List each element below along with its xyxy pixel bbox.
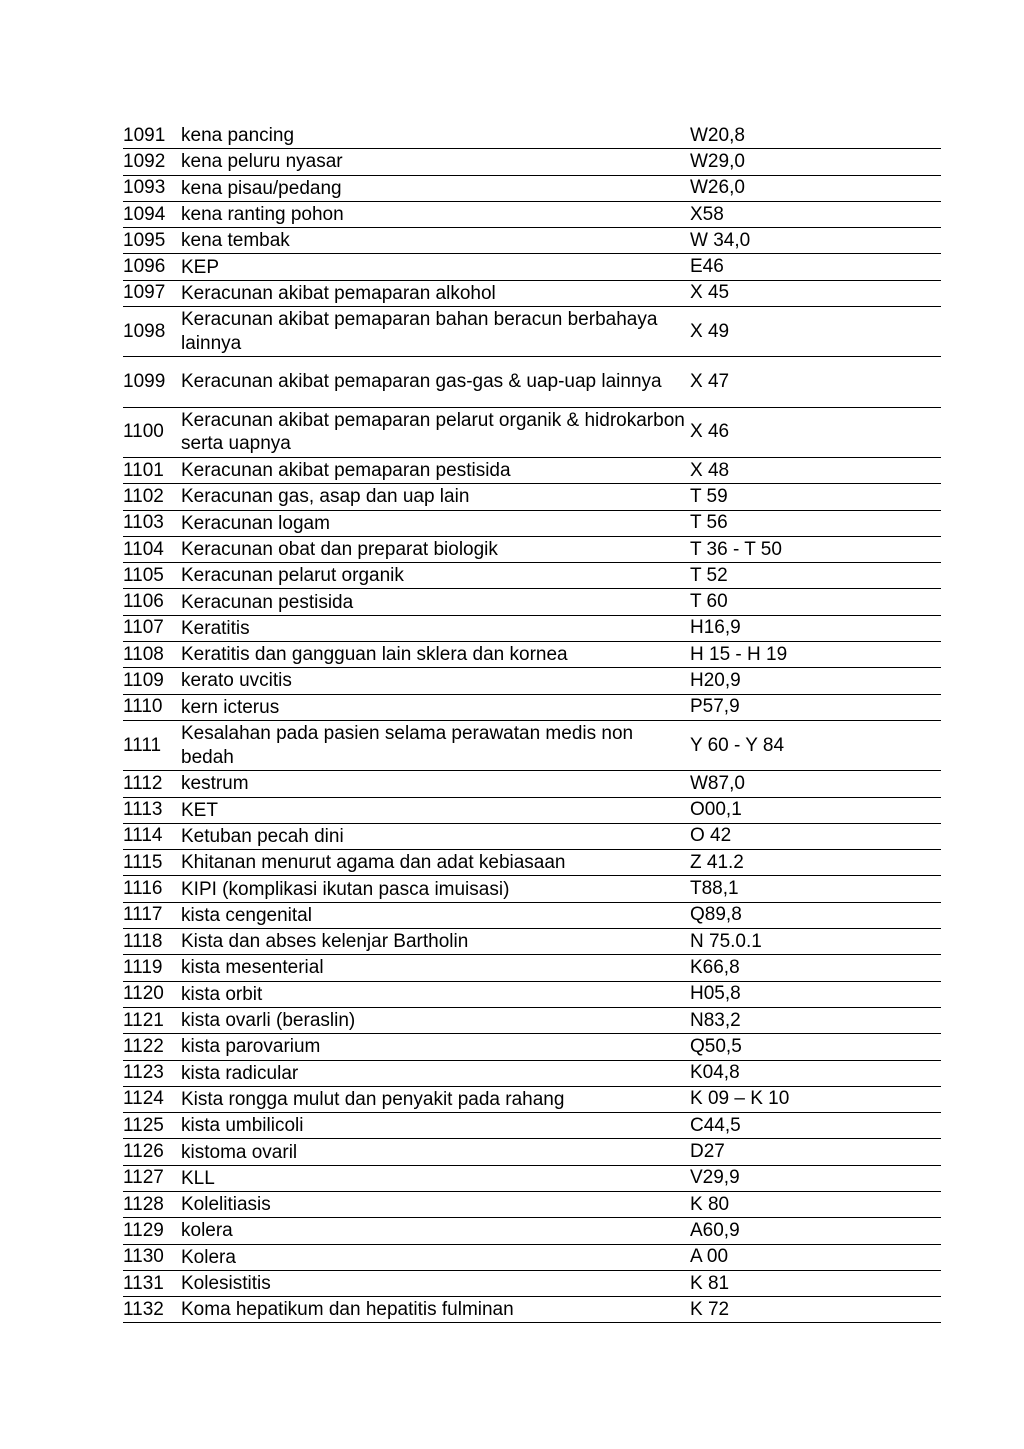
diagnosis-name: kena ranting pohon [179, 202, 690, 228]
row-number: 1106 [123, 589, 179, 615]
table-row [123, 721, 941, 771]
row-number: 1114 [123, 824, 179, 850]
table-row [123, 202, 941, 228]
table-row [123, 982, 941, 1008]
diagnosis-name: KET [179, 798, 690, 824]
table-row [123, 850, 941, 876]
diagnosis-name: Keracunan obat dan preparat biologik [179, 537, 690, 563]
diagnosis-name: kern icterus [179, 695, 690, 721]
diagnosis-name: kista umbilicoli [179, 1113, 690, 1139]
table-row [123, 1008, 941, 1034]
row-number: 1128 [123, 1192, 179, 1218]
row-number: 1102 [123, 484, 179, 510]
icd-code: H 15 - H 19 [690, 642, 941, 668]
row-number: 1105 [123, 563, 179, 589]
row-number: 1107 [123, 616, 179, 642]
diagnosis-name: kista orbit [179, 982, 690, 1008]
icd-code: H20,9 [690, 668, 941, 694]
diagnosis-name: kena tembak [179, 228, 690, 254]
row-number: 1100 [123, 408, 179, 458]
table-row [123, 1271, 941, 1297]
diagnosis-name: kena pancing [179, 123, 690, 149]
icd-code: T 59 [690, 484, 941, 510]
row-number: 1104 [123, 537, 179, 563]
table-row [123, 1139, 941, 1165]
table-row [123, 1113, 941, 1139]
table-row [123, 876, 941, 902]
row-number: 1097 [123, 281, 179, 307]
icd-code: Z 41.2 [690, 850, 941, 876]
diagnosis-name: kistoma ovaril [179, 1139, 690, 1165]
diagnosis-name: KIPI (komplikasi ikutan pasca imuisasi) [179, 876, 690, 902]
diagnosis-name: Keracunan akibat pemaparan bahan beracun berbahaya lainnya [179, 307, 690, 357]
table-row [123, 589, 941, 615]
icd-code: H16,9 [690, 616, 941, 642]
diagnosis-name: Kolesistitis [179, 1271, 690, 1297]
row-number: 1094 [123, 202, 179, 228]
table-row [123, 563, 941, 589]
icd-code: X 46 [690, 408, 941, 458]
icd-code: O00,1 [690, 798, 941, 824]
icd-code: K04,8 [690, 1061, 941, 1087]
diagnosis-name: Keracunan akibat pemaparan pelarut organik & hidrokarbon serta uapnya [179, 408, 690, 458]
diagnosis-name: Kolera [179, 1245, 690, 1271]
table-row [123, 307, 941, 357]
row-number: 1111 [123, 721, 179, 771]
diagnosis-name: kolera [179, 1218, 690, 1244]
diagnosis-name: Kista rongga mulut dan penyakit pada rahang [179, 1087, 690, 1113]
icd-code: V29,9 [690, 1166, 941, 1192]
icd-code: K66,8 [690, 955, 941, 981]
icd-code: A60,9 [690, 1218, 941, 1244]
icd-code: T 36 - T 50 [690, 537, 941, 563]
table-row [123, 484, 941, 510]
table-row [123, 1218, 941, 1244]
table-row [123, 616, 941, 642]
table-row [123, 771, 941, 797]
icd-code: T 52 [690, 563, 941, 589]
icd-code: K 80 [690, 1192, 941, 1218]
diagnosis-name: kista cengenital [179, 903, 690, 929]
icd-code: A 00 [690, 1245, 941, 1271]
row-number: 1120 [123, 982, 179, 1008]
diagnosis-name: Ketuban pecah dini [179, 824, 690, 850]
table-row [123, 511, 941, 537]
diagnosis-name: kista radicular [179, 1061, 690, 1087]
row-number: 1091 [123, 123, 179, 149]
row-number: 1123 [123, 1061, 179, 1087]
icd-code: X 49 [690, 307, 941, 357]
diagnosis-name: Keracunan logam [179, 511, 690, 537]
table-row [123, 1297, 941, 1323]
row-number: 1130 [123, 1245, 179, 1271]
row-number: 1103 [123, 511, 179, 537]
icd-code: Y 60 - Y 84 [690, 721, 941, 771]
row-number: 1113 [123, 798, 179, 824]
icd-code: K 72 [690, 1297, 941, 1323]
row-number: 1115 [123, 850, 179, 876]
row-number: 1119 [123, 955, 179, 981]
icd-code: X 45 [690, 281, 941, 307]
table-row [123, 929, 941, 955]
icd-code: Q89,8 [690, 903, 941, 929]
icd-code: T 56 [690, 511, 941, 537]
table-row [123, 798, 941, 824]
diagnosis-name: Keracunan akibat pemaparan pestisida [179, 458, 690, 484]
table-row [123, 1087, 941, 1113]
diagnosis-name: Kolelitiasis [179, 1192, 690, 1218]
icd-code: T88,1 [690, 876, 941, 902]
diagnosis-name: kena peluru nyasar [179, 149, 690, 175]
diagnosis-name: Kesalahan pada pasien selama perawatan medis non bedah [179, 721, 690, 771]
table-row [123, 537, 941, 563]
diagnosis-name: Keratitis dan gangguan lain sklera dan kornea [179, 642, 690, 668]
table-row [123, 903, 941, 929]
row-number: 1117 [123, 903, 179, 929]
row-number: 1093 [123, 176, 179, 202]
row-number: 1129 [123, 1218, 179, 1244]
icd-code: T 60 [690, 589, 941, 615]
table-row [123, 149, 941, 175]
diagnosis-name: KEP [179, 254, 690, 280]
row-number: 1095 [123, 228, 179, 254]
row-number: 1109 [123, 668, 179, 694]
row-number: 1092 [123, 149, 179, 175]
icd-code: K 09 – K 10 [690, 1087, 941, 1113]
row-number: 1099 [123, 357, 179, 407]
row-number: 1124 [123, 1087, 179, 1113]
icd-code: W29,0 [690, 149, 941, 175]
row-number: 1116 [123, 876, 179, 902]
row-number: 1126 [123, 1139, 179, 1165]
table-row [123, 408, 941, 458]
icd-code: X58 [690, 202, 941, 228]
diagnosis-name: kista parovarium [179, 1034, 690, 1060]
row-number: 1122 [123, 1034, 179, 1060]
icd-code: N83,2 [690, 1008, 941, 1034]
icd-code: H05,8 [690, 982, 941, 1008]
table-row [123, 357, 941, 407]
table-row [123, 668, 941, 694]
diagnosis-name: Keracunan pestisida [179, 589, 690, 615]
row-number: 1127 [123, 1166, 179, 1192]
icd-code: C44,5 [690, 1113, 941, 1139]
table-row [123, 1061, 941, 1087]
table-row [123, 1245, 941, 1271]
row-number: 1132 [123, 1297, 179, 1323]
diagnosis-name: kista mesenterial [179, 955, 690, 981]
table-row [123, 458, 941, 484]
diagnosis-name: Kista dan abses kelenjar Bartholin [179, 929, 690, 955]
row-number: 1121 [123, 1008, 179, 1034]
icd-code: N 75.0.1 [690, 929, 941, 955]
icd-code: E46 [690, 254, 941, 280]
icd-code: W26,0 [690, 176, 941, 202]
diagnosis-name: kista ovarli (beraslin) [179, 1008, 690, 1034]
row-number: 1096 [123, 254, 179, 280]
row-number: 1108 [123, 642, 179, 668]
table-row [123, 642, 941, 668]
icd-code: W87,0 [690, 771, 941, 797]
table-row [123, 1034, 941, 1060]
diagnosis-name: Keracunan pelarut organik [179, 563, 690, 589]
row-number: 1110 [123, 695, 179, 721]
row-number: 1101 [123, 458, 179, 484]
icd-code: D27 [690, 1139, 941, 1165]
table-row [123, 695, 941, 721]
icd-code: W 34,0 [690, 228, 941, 254]
diagnosis-name: kerato uvcitis [179, 668, 690, 694]
icd-code: X 47 [690, 357, 941, 407]
row-number: 1131 [123, 1271, 179, 1297]
diagnosis-name: Keratitis [179, 616, 690, 642]
table-row [123, 228, 941, 254]
icd-code: O 42 [690, 824, 941, 850]
table-row [123, 123, 941, 149]
diagnosis-name: kena pisau/pedang [179, 176, 690, 202]
icd-code: X 48 [690, 458, 941, 484]
row-number: 1118 [123, 929, 179, 955]
diagnosis-name: Keracunan akibat pemaparan alkohol [179, 281, 690, 307]
table-row [123, 176, 941, 202]
table-row [123, 1192, 941, 1218]
diagnosis-name: Keracunan gas, asap dan uap lain [179, 484, 690, 510]
diagnosis-name: kestrum [179, 771, 690, 797]
table-row [123, 254, 941, 280]
icd-code: P57,9 [690, 695, 941, 721]
icd-code: W20,8 [690, 123, 941, 149]
icd-code-table [123, 123, 941, 1323]
row-number: 1112 [123, 771, 179, 797]
diagnosis-name: KLL [179, 1166, 690, 1192]
diagnosis-name: Keracunan akibat pemaparan gas-gas & uap-uap lainnya [179, 357, 690, 407]
table-row [123, 824, 941, 850]
icd-code: Q50,5 [690, 1034, 941, 1060]
diagnosis-name: Khitanan menurut agama dan adat kebiasaan [179, 850, 690, 876]
table-row [123, 281, 941, 307]
row-number: 1125 [123, 1113, 179, 1139]
table-row [123, 1166, 941, 1192]
table-row [123, 955, 941, 981]
diagnosis-name: Koma hepatikum dan hepatitis fulminan [179, 1297, 690, 1323]
icd-code: K 81 [690, 1271, 941, 1297]
row-number: 1098 [123, 307, 179, 357]
